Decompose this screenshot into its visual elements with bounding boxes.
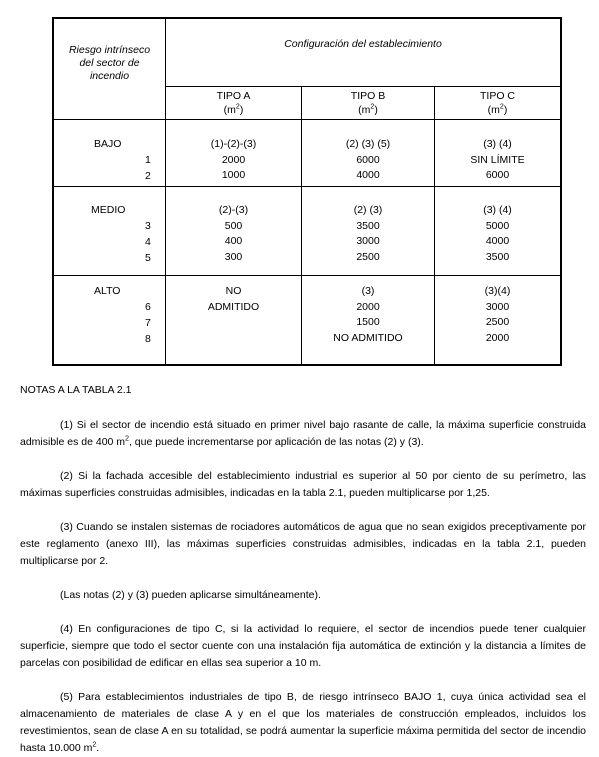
- cell-value: 3500: [485, 250, 510, 263]
- cell-alto-tipo-a: [166, 284, 301, 315]
- cell-medio-tipo-c: [435, 203, 560, 265]
- cell-value: (3): [361, 285, 375, 297]
- cell-value: 2500: [485, 316, 510, 328]
- cell-value: 2000: [485, 331, 510, 344]
- risk-level: 7: [145, 317, 151, 329]
- risk-level: 6: [145, 301, 151, 313]
- cell-bajo-tipo-a: [166, 137, 301, 184]
- column-unit: $(m^2)$: [358, 103, 378, 116]
- notes-title: NOTAS A LA TABLA 2.1: [20, 384, 132, 396]
- cell-medio-tipo-b: [302, 203, 434, 265]
- risk-level: 5: [145, 252, 151, 264]
- header-risk-line: del sector de: [79, 57, 140, 69]
- column-header-tipo-b: [302, 89, 434, 117]
- note-simultaneous: (Las notas (2) y (3) pueden aplicarse simultáneamente).: [60, 589, 321, 601]
- column-header-tipo-c: [435, 89, 560, 117]
- header-risk-line: incendio: [89, 70, 130, 82]
- header-risk: [54, 44, 165, 83]
- column-unit: $(m^2)$: [223, 103, 244, 116]
- cell-value: ADMITIDO: [207, 300, 260, 313]
- cell-value: 2500: [356, 250, 380, 263]
- cell-value: 2000: [221, 153, 246, 166]
- cell-value: NO: [225, 285, 242, 297]
- surface-table: [0, 0, 599, 370]
- note-2: (2) Si la fachada accesible del establecimiento industrial es superior al 50 por ciento de su perímetro, las máximas superficies construidas admisibles, indicadas en la tabla 2.1, pueden multiplicarse por 1,25.: [20, 470, 586, 499]
- cell-value: 3500: [356, 219, 380, 232]
- cell-bajo-tipo-b: [302, 137, 434, 184]
- cell-value: (3) (4): [483, 138, 512, 150]
- cell-value: 6000: [485, 169, 510, 181]
- risk-level: 3: [145, 220, 151, 232]
- risk-label-medio: MEDIO: [91, 204, 126, 216]
- column-name: TIPO A: [216, 90, 251, 102]
- cell-value: (2) (3): [353, 204, 383, 216]
- risk-level: 2: [145, 170, 151, 182]
- risk-level: 8: [145, 333, 151, 345]
- cell-value: 300: [224, 250, 243, 263]
- note-1: (1) Si el sector de incendio está situado en primer nivel bajo rasante de calle, la máxima superficie construida admisible es de 400 $m^2$, que puede incrementarse por aplicación de las notas (2) y (3).: [20, 419, 586, 448]
- risk-level: 1: [145, 154, 151, 166]
- cell-value: SIN LÍMITE: [470, 153, 525, 166]
- cell-alto-tipo-b: [302, 284, 434, 346]
- cell-value: (1)-(2)-(3): [210, 138, 257, 150]
- cell-value: 3000: [485, 300, 510, 313]
- cell-value: (2)-(3): [218, 204, 249, 216]
- cell-bajo-tipo-c: [435, 137, 560, 184]
- column-header-tipo-a: [166, 89, 301, 117]
- cell-value: 4000: [356, 169, 380, 181]
- cell-value: 1500: [356, 316, 380, 328]
- cell-alto-tipo-c: [435, 284, 560, 346]
- cell-value: (3) (4): [483, 204, 512, 216]
- cell-value: 400: [224, 235, 243, 247]
- cell-value: 1000: [221, 169, 246, 181]
- cell-value: 6000: [356, 153, 380, 166]
- cell-value: 5000: [485, 219, 510, 232]
- header-configuration: Configuración del establecimiento: [284, 38, 442, 50]
- risk-level: 4: [145, 236, 151, 248]
- cell-value: 2000: [356, 300, 380, 313]
- cell-value: NO ADMITIDO: [333, 331, 403, 344]
- cell-value: 500: [224, 219, 243, 232]
- cell-value: (2) (3) (5): [345, 138, 391, 150]
- cell-value: 4000: [485, 235, 510, 247]
- cell-medio-tipo-a: [166, 203, 301, 265]
- note-4: (4) En configuraciones de tipo C, si la actividad lo requiere, el sector de incendios puede tener cualquier superficie, siempre que todo el sector cuente con una instalación fija automática de extinción y la distancia a límites de parcelas con posibilidad de edificar en ellas sea superior a 10 m.: [20, 623, 586, 669]
- risk-label-alto: ALTO: [94, 285, 121, 297]
- note-5: (5) Para establecimientos industriales de tipo B, de riesgo intrínseco BAJO 1, cuya única actividad sea el almacenamiento de materiales de clase A y en el que los materiales de construcción empleados, incluidos los revestimientos, sean de clase A en su totalidad, se podrá aumentar la superficie máxima permitida del sector de incendio hasta 10.000 $m^2$.: [20, 691, 586, 754]
- note-3: (3) Cuando se instalen sistemas de rociadores automáticos de agua que no sean exigidos preceptivamente por este reglamento (anexo III), las máximas superficies construidas admisibles, indicadas en la tabla 2.1, pueden multiplicarse por 2.: [20, 521, 586, 567]
- column-name: TIPO B: [350, 90, 386, 102]
- notes-section: [20, 382, 586, 757]
- cell-value: (3)(4): [484, 285, 511, 297]
- risk-label-bajo: BAJO: [94, 138, 122, 150]
- header-risk-line: Riesgo intrínseco: [68, 44, 151, 56]
- column-unit: $(m^2)$: [487, 103, 508, 116]
- cell-value: 3000: [356, 235, 380, 247]
- column-name: TIPO C: [479, 90, 515, 102]
